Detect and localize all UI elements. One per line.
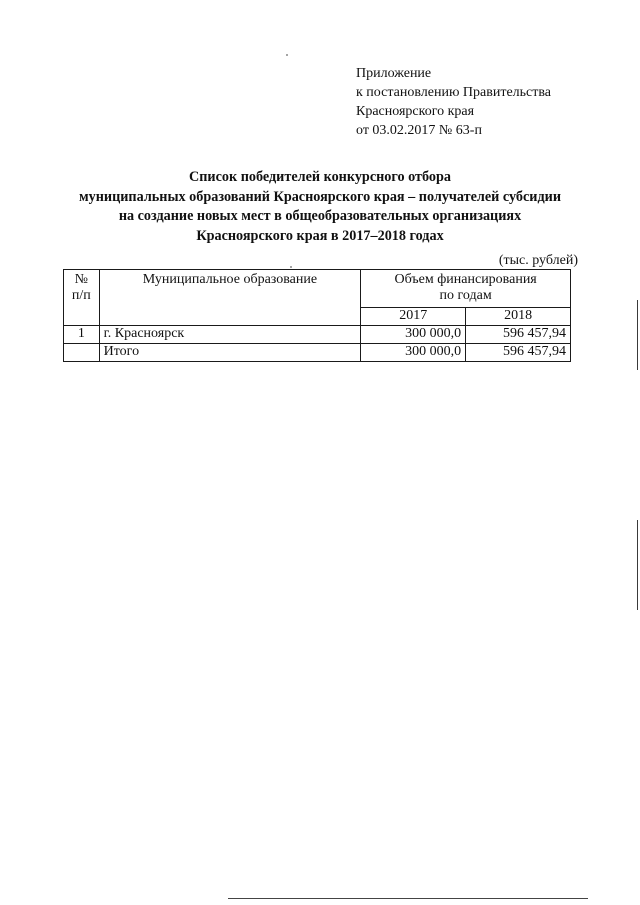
appendix-line-3: Красноярского края xyxy=(356,104,475,119)
funding-table xyxy=(63,269,571,362)
header-number-abbr: п/п xyxy=(71,288,91,303)
appendix-block xyxy=(356,64,551,140)
header-funding xyxy=(361,270,571,308)
table-total-row xyxy=(64,344,571,362)
row-value-2018: 596 457,94 xyxy=(466,326,571,344)
scan-edge-mark xyxy=(637,520,638,610)
title-line-2: муниципальных образований Красноярского края – получателей субсидии xyxy=(78,188,562,205)
scan-speck xyxy=(290,266,292,268)
row-number: 1 xyxy=(64,326,100,344)
header-year-2017: 2017 xyxy=(361,308,466,326)
row-municipality: г. Красноярск xyxy=(99,326,361,344)
table-row xyxy=(64,326,571,344)
header-number xyxy=(64,270,100,326)
title-line-1: Список победителей конкурсного отбора xyxy=(189,169,451,185)
header-funding-line-1: Объем финансирования xyxy=(394,272,537,287)
table-header-row xyxy=(64,270,571,308)
scan-speck xyxy=(286,54,288,56)
scan-bottom-line xyxy=(228,898,588,899)
scan-edge-mark xyxy=(637,300,638,370)
total-label: Итого xyxy=(99,344,361,362)
header-number-symbol: № xyxy=(74,272,88,287)
row-value-2017: 300 000,0 xyxy=(361,326,466,344)
total-number xyxy=(64,344,100,362)
units-label: (тыс. рублей) xyxy=(498,253,578,268)
header-funding-line-2: по годам xyxy=(439,288,492,303)
total-value-2017: 300 000,0 xyxy=(361,344,466,362)
document-title xyxy=(40,168,600,246)
title-line-3: на создание новых мест в общеобразовательных организациях xyxy=(118,208,522,224)
header-municipality: Муниципальное образование xyxy=(99,270,361,326)
appendix-line-2: к постановлению Правительства xyxy=(356,85,552,100)
appendix-line-4: от 03.02.2017 № 63-п xyxy=(356,123,482,138)
total-value-2018: 596 457,94 xyxy=(466,344,571,362)
appendix-line-1: Приложение xyxy=(356,66,432,81)
title-line-4: Красноярского края в 2017–2018 годах xyxy=(196,227,444,244)
header-year-2018: 2018 xyxy=(466,308,571,326)
